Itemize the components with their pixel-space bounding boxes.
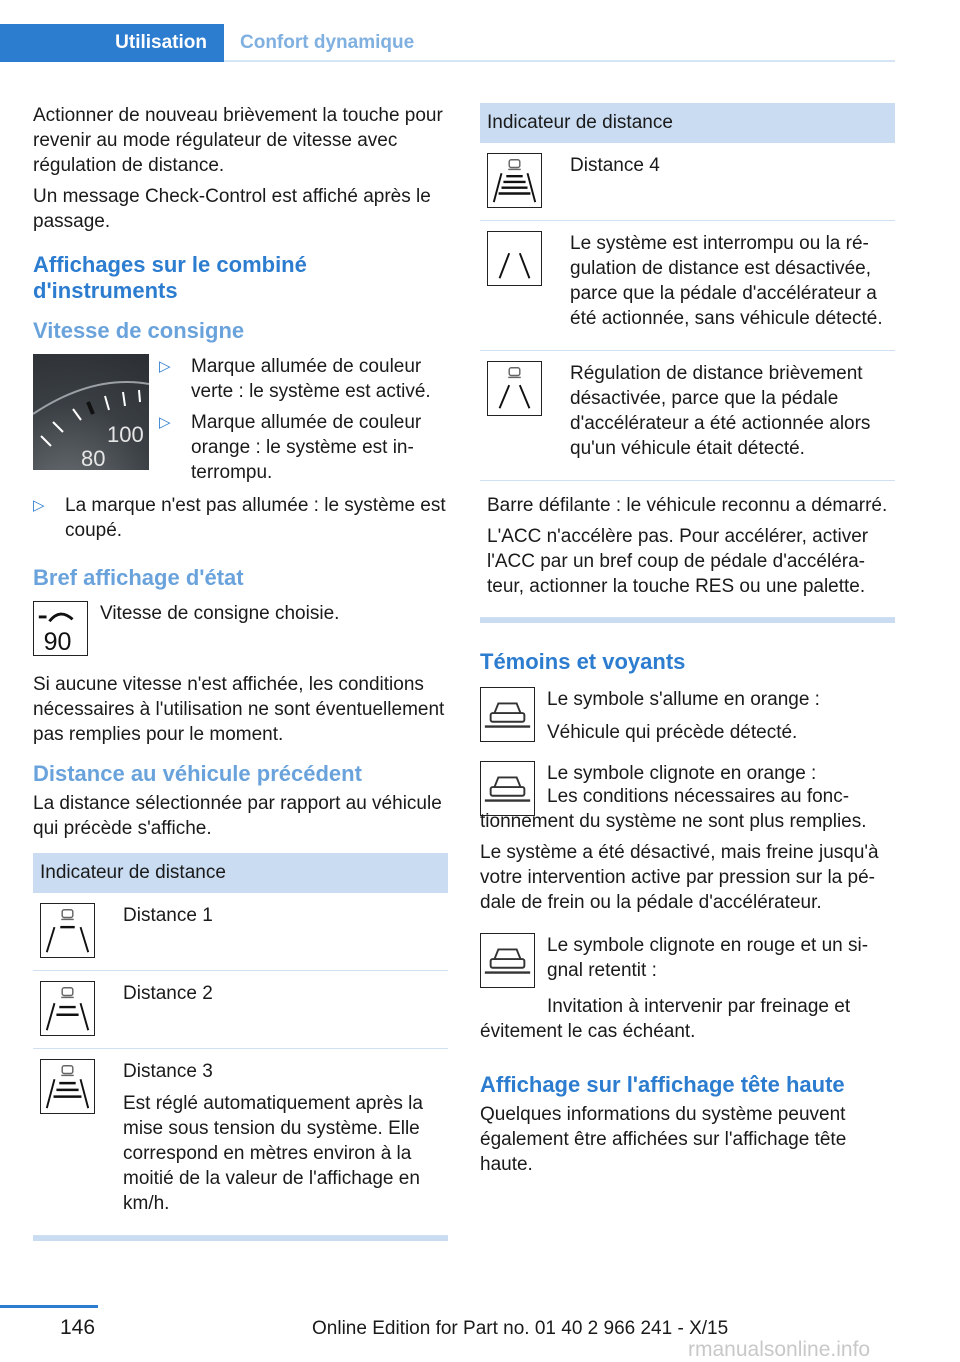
speedo-bullets-2 (33, 493, 448, 543)
table-row (480, 221, 895, 351)
chapter-header (0, 24, 895, 62)
heading-vitesse-consigne: Vitesse de consigne (33, 318, 245, 343)
distance-table-left (33, 853, 448, 1241)
watermark: rmanualsonline.info (688, 1338, 871, 1361)
heading-affichages: Affichages sur le combiné d'instruments (33, 252, 307, 303)
paragraph-hud: Quelques informations du système peuvent également être affichées sur l'affichage tête haute. (480, 1104, 847, 1175)
set-speed-value: 90 (43, 628, 72, 656)
witness-red-desc: Invitation à intervenir par freinage et évitement le cas échéant. (480, 996, 851, 1042)
distance-1-label: Distance 1 (123, 905, 213, 926)
distance-3-label: Distance 3 (123, 1061, 213, 1082)
distance-3-description: Est réglé automatiquement après la mise sous tension du système. Elle correspond en mètres environ à la moitié de la valeur de l'affichage en km/h. (123, 1093, 423, 1214)
table-row (33, 971, 448, 1049)
bullet-off (33, 493, 448, 543)
footer-divider (0, 1305, 98, 1308)
acc-text: L'ACC n'accélère pas. Pour accélérer, activer l'ACC par un bref coup de pédale d'accélérateur, actionner la touche RES ou une palette. (487, 526, 869, 597)
paragraph-intro: Actionner de nouveau brièvement la touche pour revenir au mode régulateur de vitesse avec régulation de distance. (33, 105, 443, 176)
distance-1-icon (40, 903, 95, 958)
table-row (480, 351, 895, 481)
bref-text: Vitesse de consigne choisie. (100, 603, 340, 624)
page-number: 146 (60, 1316, 96, 1339)
bullet-green (159, 354, 448, 404)
paragraph-check-control: Un message Check-Control est affiché après le passage. (33, 186, 431, 232)
header-divider (224, 60, 895, 62)
table-row (480, 481, 895, 618)
heading-distance: Distance au véhicule précédent (33, 761, 362, 786)
triangle-bullet-icon: ▷ (159, 358, 171, 375)
right-column (480, 103, 895, 1183)
distance-2-label: Distance 2 (123, 983, 213, 1004)
bullet-orange (159, 410, 448, 485)
speedometer-block (33, 354, 448, 491)
witness-orange-title: Le symbole s'allume en orange : (547, 689, 820, 710)
heading-bref-affichage: Bref affichage d'état (33, 565, 244, 590)
heading-temoins: Témoins et voyants (480, 649, 686, 674)
speedo-bullets (159, 354, 448, 491)
tab-confort-dynamique[interactable]: Confort dynamique (240, 32, 415, 53)
car-ahead-icon (480, 687, 535, 742)
table-header: Indicateur de distance (480, 103, 895, 143)
distance-2-icon (40, 981, 95, 1036)
car-ahead-alert-icon (480, 933, 535, 988)
speedo-label-100: 100 (107, 422, 144, 447)
triangle-bullet-icon: ▷ (159, 414, 171, 431)
interrupted-text: Le système est interrompu ou la régulation de distance est désactivée, parce que la pédale d'accélérateur a été actionnée, sans véhicule détecté. (570, 233, 883, 329)
witness-red (480, 933, 895, 988)
distance-table-right (480, 103, 895, 623)
set-speed-icon (33, 601, 88, 656)
paused-text: Régulation de distance brièvement désactivée, parce que la pédale d'accélérateur a été actionnée alors qu'un véhicule était détecté. (570, 363, 871, 459)
paragraph-no-speed: Si aucune vitesse n'est affichée, les conditions nécessaires à l'utilisation ne sont éventuellement pas remplies pour le moment. (33, 674, 445, 745)
distance-off-icon (487, 231, 542, 286)
witness-red-title: Le symbole clignote en rouge et un signal retentit : (547, 935, 869, 981)
bref-block (33, 601, 448, 656)
table-row (33, 893, 448, 971)
table-row (33, 1049, 448, 1236)
bullet-green-text: Marque allumée de couleur verte : le système est activé. (191, 356, 431, 402)
bullet-orange-text: Marque allumée de couleur orange : le système est interrompu. (191, 412, 422, 483)
speedometer-icon (33, 354, 149, 470)
table-end-rule (33, 1236, 448, 1241)
heading-hud: Affichage sur l'affichage tête haute (480, 1072, 845, 1097)
distance-4-icon (487, 153, 542, 208)
car-ahead-blink-icon (480, 761, 535, 816)
witness-blink-orange-title: Le symbole clignote en orange : (547, 763, 817, 784)
distance-4-label: Distance 4 (570, 155, 660, 176)
speedo-label-80: 80 (81, 446, 106, 470)
witness-orange (480, 687, 895, 745)
table-row (480, 143, 895, 221)
bullet-off-text: La marque n'est pas allumée : le système est coupé. (65, 495, 446, 541)
tab-utilisation[interactable]: Utilisation (0, 24, 224, 62)
witness-blink-orange-desc: Les conditions nécessaires au fonctionnement du système ne sont plus remplies. (480, 786, 867, 832)
scroll-bar-text: Barre défilante : le véhicule reconnu a démarré. (487, 495, 888, 516)
witness-blink-orange-note: Le système a été désactivé, mais freine jusqu'à votre intervention active par pression sur la pédale de frein ou la pédale d'accélérateur. (480, 842, 879, 913)
left-column (33, 103, 448, 1241)
distance-3-icon (40, 1059, 95, 1114)
witness-orange-desc: Véhicule qui précède détecté. (547, 722, 798, 743)
edition-line: Online Edition for Part no. 01 40 2 966 241 - X/15 (312, 1318, 729, 1339)
triangle-bullet-icon: ▷ (33, 497, 45, 514)
table-end-rule (480, 618, 895, 623)
paragraph-distance: La distance sélectionnée par rapport au véhicule qui précède s'affiche. (33, 793, 442, 839)
distance-paused-icon (487, 361, 542, 416)
table-header: Indicateur de distance (33, 853, 448, 893)
speedometer-image (33, 354, 149, 470)
